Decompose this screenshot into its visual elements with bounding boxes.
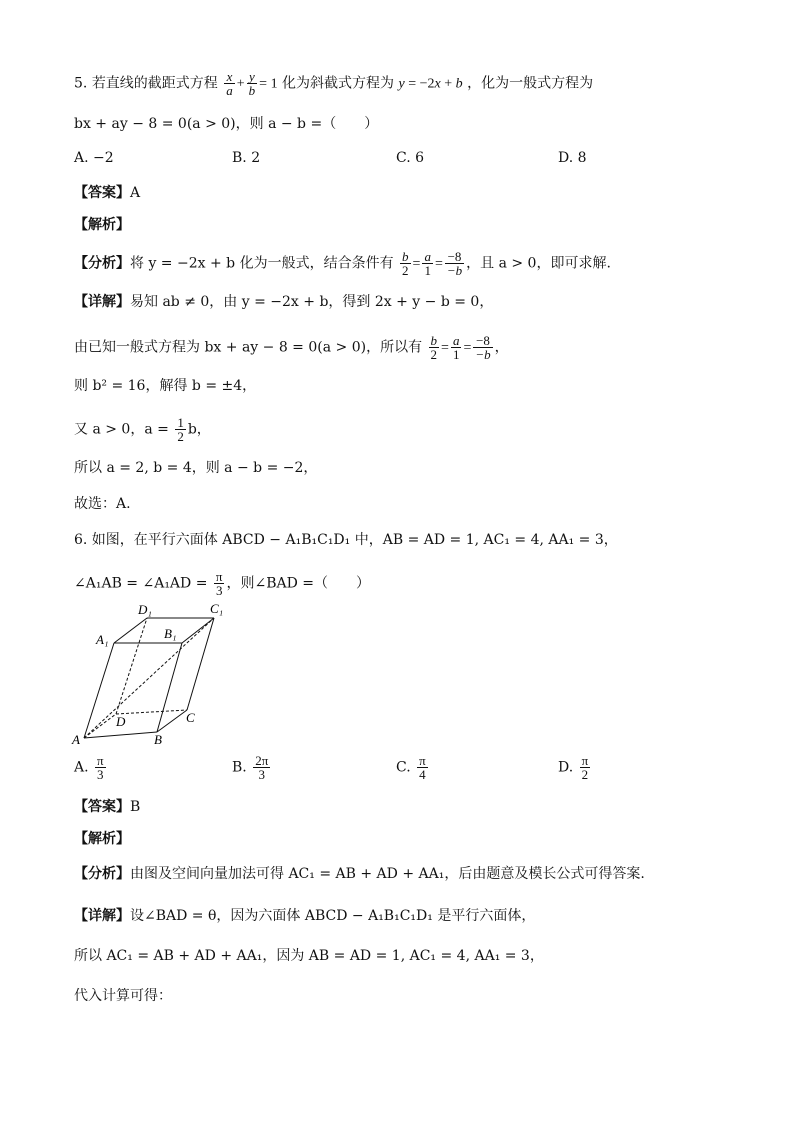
parallelepiped-figure <box>64 598 244 748</box>
q5-detail: 【详解】易知 ab ≠ 0，由 y = −2x + b，得到 2x + y − b = 0， <box>74 294 494 310</box>
q6-answer: 【答案】B <box>74 799 141 815</box>
q5-step-4: 所以 a = 2, b = 4，则 a − b = −2， <box>74 460 318 476</box>
fig-edge <box>182 618 214 643</box>
q5-step-5: 故选：A. <box>74 496 131 512</box>
q6-option-a: A. $\frac{\pi}{3}$ <box>74 753 104 782</box>
q5-step-1: 由已知一般式方程为 bx + ay − 8 = 0(a > 0)，所以有 $\frac{b}{2}$ = $\frac{a}{1}$ = $\frac{-8}{-b}$ ， <box>74 333 509 362</box>
fig-label-c1: C₁ <box>210 601 224 616</box>
q5-stem-text: 化为斜截式方程为 <box>282 75 395 92</box>
q6-analysis-heading: 【解析】 <box>74 831 130 847</box>
q5-step-2: 则 b² = 16，解得 b = ±4， <box>74 378 257 394</box>
q6-stem-line1: 6. 如图，在平行六面体 ABCD − A₁B₁C₁D₁ 中，AB = AD = 1, AC₁ = 4, AA₁ = 3， <box>74 532 618 548</box>
q5-answer: 【答案】A <box>74 185 141 201</box>
q5-option-d: D. 8 <box>558 150 587 166</box>
q5-stem-text: ，化为一般式方程为 <box>467 75 594 92</box>
fig-hidden-edge <box>84 714 116 738</box>
q5-option-b: B. 2 <box>232 150 261 166</box>
fraction-x-over-a: $\frac{x}{a}$ <box>226 69 233 98</box>
q6-detail: 【详解】设∠BAD = θ，因为六面体 ABCD − A₁B₁C₁D₁ 是平行六面体， <box>74 908 536 924</box>
q5-stem-line2: bx + ay − 8 = 0(a > 0)，则 a − b =（ ） <box>74 116 379 132</box>
q6-fenxi: 【分析】由图及空间向量加法可得 AC₁ = AB + AD + AA₁，后由题意及模长公式可得答案. <box>74 866 645 882</box>
q6-step-1: 所以 AC₁ = AB + AD + AA₁，因为 AB = AD = 1, AC₁ = 4, AA₁ = 3， <box>74 948 544 964</box>
fraction-y-over-b: $\frac{y}{b}$ <box>248 69 256 98</box>
q5-number: 5. <box>74 75 88 92</box>
fig-label-b: B <box>154 732 162 747</box>
fig-label-c: C <box>186 710 195 725</box>
fig-edge <box>114 618 147 643</box>
fig-edge <box>84 732 157 738</box>
q6-step-2: 代入计算可得： <box>74 988 172 1004</box>
fig-label-d: D <box>116 714 126 729</box>
q5-fenxi: 【分析】将 y = −2x + b 化为一般式，结合条件有 $\frac{b}{2}$ = $\frac{a}{1}$ = $\frac{-8}{-b}$ ，且 a > 0，即可求解. <box>74 249 611 278</box>
fig-hidden-edge <box>116 710 187 714</box>
fig-label-b1: B₁ <box>164 626 177 641</box>
q5-stem-text: 若直线的截距式方程 <box>91 75 218 92</box>
q5-option-c: C. 6 <box>396 150 425 166</box>
q6-stem-line2: ∠A₁AB = ∠A₁AD = $\frac{\pi}{3}$ ，则∠BAD =（ ） <box>74 569 371 598</box>
fig-hidden-edge <box>116 618 147 714</box>
fig-label-a: A <box>72 732 80 747</box>
q5-stem-line1: 5. 若直线的截距式方程 $\frac{x}{a}$ + $\frac{y}{b}$ = 1 化为斜截式方程为 y = −2x + b ，化为一般式方程为 <box>74 69 594 98</box>
q5-step-3: 又 a > 0，a = $\frac{1}{2}$ b， <box>74 415 211 444</box>
q6-option-c: C. $\frac{\pi}{4}$ <box>396 753 426 782</box>
q5-option-a: A. −2 <box>74 150 114 166</box>
fig-edge <box>157 643 182 732</box>
fig-edge <box>187 618 214 710</box>
q5-analysis-heading: 【解析】 <box>74 217 130 233</box>
q6-option-d: D. $\frac{\pi}{2}$ <box>558 753 589 782</box>
fig-label-d1: D₁ <box>138 602 152 617</box>
q6-option-b: B. $\frac{2\pi}{3}$ <box>232 753 269 782</box>
fig-edge <box>157 710 187 732</box>
fig-label-a1: A₁ <box>96 632 109 647</box>
